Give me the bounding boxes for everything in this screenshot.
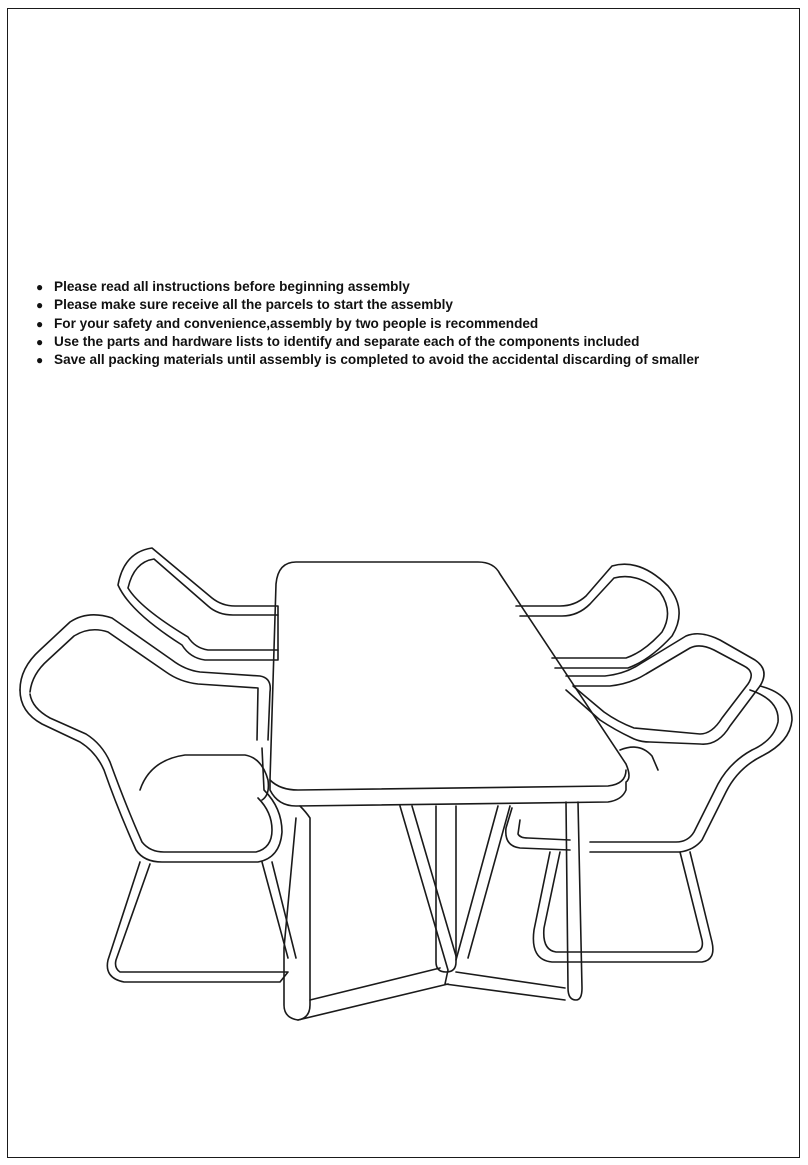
- bullet-icon: ●: [36, 298, 44, 313]
- instruction-text: Save all packing materials until assembly is completed to avoid the accidental discarding of smaller: [54, 352, 700, 368]
- chair-front-left: [20, 615, 296, 982]
- instruction-text: Please read all instructions before beginning assembly: [54, 279, 410, 294]
- bullet-icon: ●: [36, 316, 44, 331]
- bullet-icon: ●: [36, 334, 44, 349]
- instruction-item: [36, 278, 699, 296]
- instruction-item: [36, 333, 699, 351]
- bullet-icon: ●: [36, 353, 44, 368]
- instruction-list: [36, 278, 699, 369]
- chair-back-left: [118, 548, 278, 660]
- chair-back-right: [516, 564, 679, 668]
- instruction-item: [36, 315, 699, 333]
- dining-set-illustration: [0, 530, 808, 1040]
- instruction-text: Please make sure receive all the parcels to start the assembly: [54, 297, 453, 313]
- bullet-icon: ●: [36, 280, 44, 294]
- instruction-text: Use the parts and hardware lists to identify and separate each of the components included: [54, 333, 640, 349]
- chair-front-right: [506, 634, 792, 962]
- instruction-item: [36, 296, 699, 314]
- instruction-text: For your safety and convenience,assembly by two people is recommended: [54, 315, 539, 331]
- instruction-item: [36, 351, 699, 369]
